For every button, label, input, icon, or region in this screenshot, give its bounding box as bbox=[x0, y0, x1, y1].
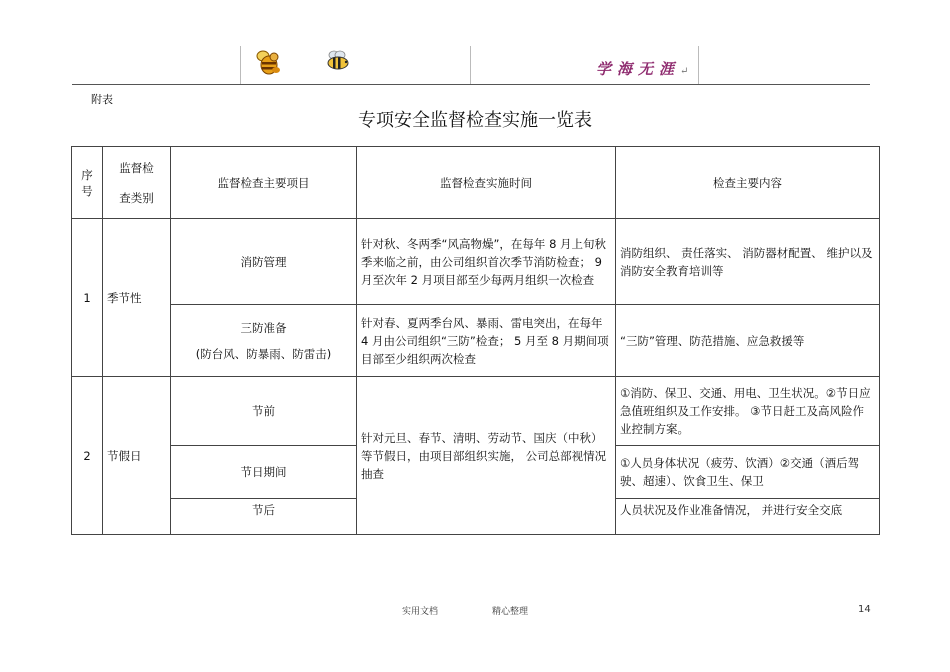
table-header-row bbox=[72, 147, 880, 219]
header-content: 检查主要内容 bbox=[616, 147, 880, 219]
footer-middle: 精心整理 bbox=[492, 607, 529, 617]
row-category: 季节性 bbox=[103, 219, 171, 377]
content-cell: ①人员身体状况（疲劳、饮酒）②交通（酒后驾驶、超速）、饮食卫生、保卫 bbox=[616, 446, 880, 499]
time-cell: 针对春、夏两季台风、暴雨、雷电突出，在每年 4 月由公司组织“三防”检查； 5 月至 8 月期间项目部至少组织两次检查 bbox=[357, 305, 616, 377]
content-cell: 人员状况及作业准备情况， 并进行安全交底 bbox=[616, 499, 880, 535]
project-cell: 节后 bbox=[171, 499, 357, 535]
row-seq: 1 bbox=[72, 219, 103, 377]
bee-logo-icon bbox=[254, 48, 284, 78]
content-cell: 消防组织、 责任落实、 消防器材配置、 维护以及消防安全教育培训等 bbox=[616, 219, 880, 305]
project-cell: 消防管理 bbox=[171, 219, 357, 305]
time-cell: 针对秋、冬两季“风高物燥”，在每年 8 月上旬秋季来临之前，由公司组织首次季节消防检查； 9 月至次年 2 月项目部至少每两月组织一次检查 bbox=[357, 219, 616, 305]
content-cell: ①消防、保卫、交通、用电、卫生状况。②节日应急值班组织及工作安排。 ③节日赶工及高风险作业控制方案。 bbox=[616, 377, 880, 446]
content-cell: “三防”管理、防范措施、应急救援等 bbox=[616, 305, 880, 377]
footer-left: 实用文档 bbox=[402, 607, 439, 617]
header-rule bbox=[72, 84, 870, 85]
header-divider bbox=[698, 46, 699, 84]
project-cell: 三防准备 (防台风、防暴雨、防雷击) bbox=[171, 305, 357, 377]
project-cell: 节日期间 bbox=[171, 446, 357, 499]
row-seq: 2 bbox=[72, 377, 103, 535]
page-number: 14 bbox=[858, 604, 871, 615]
table-row bbox=[72, 377, 880, 446]
page-title: 专项安全监督检查实施一览表 bbox=[358, 110, 592, 131]
header-divider bbox=[470, 46, 471, 84]
table-row bbox=[72, 219, 880, 305]
project-cell: 节前 bbox=[171, 377, 357, 446]
header-category: 监督检 查类别 bbox=[103, 147, 171, 219]
brand-logo: 学海无涯↵ bbox=[596, 60, 689, 78]
time-cell: 针对元旦、春节、清明、劳动节、国庆（中秋）等节假日，由项目部组织实施， 公司总部视情况抽查 bbox=[357, 377, 616, 535]
inspection-table bbox=[71, 146, 880, 535]
bee-icon bbox=[325, 50, 351, 72]
header-project: 监督检查主要项目 bbox=[171, 147, 357, 219]
header-seq: 序 号 bbox=[72, 147, 103, 219]
table-row bbox=[72, 305, 880, 377]
header-time: 监督检查实施时间 bbox=[357, 147, 616, 219]
appendix-label: 附表 bbox=[91, 93, 113, 106]
row-category: 节假日 bbox=[103, 377, 171, 535]
header-divider bbox=[240, 46, 241, 84]
